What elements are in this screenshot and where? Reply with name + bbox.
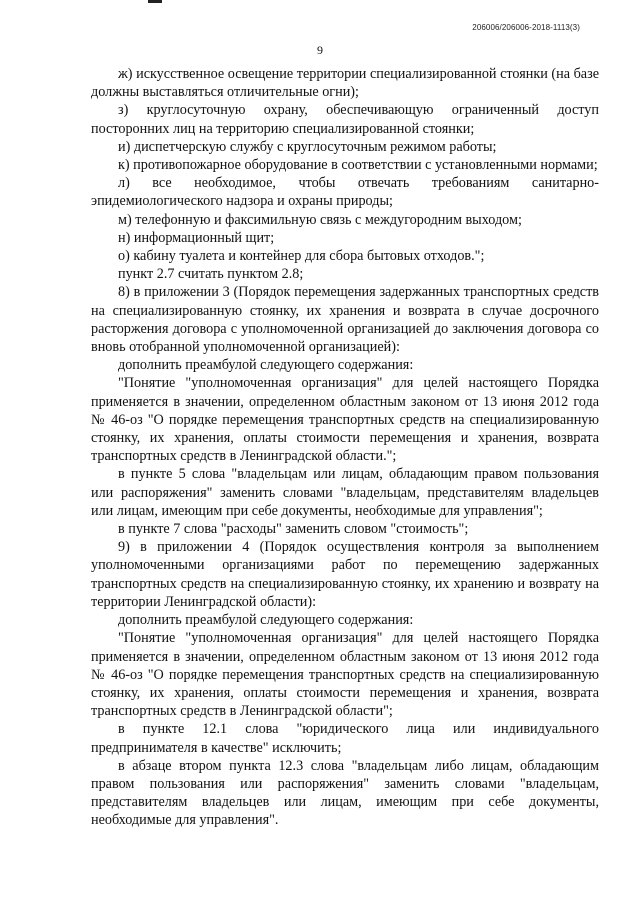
page-number: 9 <box>317 43 323 57</box>
paragraph: в пункте 12.1 слова "юридического лица или индивидуального предпринимателя в качестве" исключить; <box>91 721 599 756</box>
paragraph: в абзаце втором пункта 12.3 слова "владельцам либо лицам, обладающим правом пользования или распоряжения" заменить словами "владельцам, представителям владельцев или лицам, имеющим при себе документы, необходимые для управления". <box>91 757 599 829</box>
paragraph: "Понятие "уполномоченная организация" для целей настоящего Порядка применяется в значении, определенном областным законом от 13 июня 2012 года № 46-оз "О порядке перемещения транспортных средств на специализированную стоянку, их хранения, оплаты стоимости перемещения и хранения, возврата транспортных средств в Ленинградской области."; <box>91 375 599 465</box>
document-id: 206006/206006-2018-1113(3) <box>472 23 580 32</box>
paragraph: л) все необходимое, чтобы отвечать требованиям санитарно-эпидемиологического надзора и охраны природы; <box>91 175 599 210</box>
paragraph: в пункте 7 слова "расходы" заменить словом "стоимость"; <box>118 521 469 538</box>
paragraph: о) кабину туалета и контейнер для сбора бытовых отходов."; <box>118 248 485 265</box>
paragraph: в пункте 5 слова "владельцам или лицам, обладающим правом пользования или распоряжения" заменить словами "владельцам, представителям владельцев или лицам, имеющим при себе документы, необходимые для управления"; <box>91 466 599 519</box>
document-body <box>91 65 599 830</box>
paragraph: к) противопожарное оборудование в соответствии с установленными нормами; <box>118 157 598 174</box>
paragraph: и) диспетчерскую службу с круглосуточным режимом работы; <box>118 138 497 155</box>
paragraph: пункт 2.7 считать пунктом 2.8; <box>118 266 304 283</box>
scan-edge-mark <box>148 0 162 3</box>
paragraph: дополнить преамбулой следующего содержания: <box>118 357 414 374</box>
paragraph: дополнить преамбулой следующего содержания: <box>118 612 414 629</box>
paragraph: ж) искусственное освещение территории специализированной стоянки (на базе должны выставляться отличительные огни); <box>91 66 599 101</box>
paragraph: 9) в приложении 4 (Порядок осуществления контроля за выполнением уполномоченными организациями работ по перемещению задержанных транспортных средств на специализированную стоянку, их хранению и возврату на территории Ленинградской области): <box>91 539 599 610</box>
paragraph: м) телефонную и факсимильную связь с междугородним выходом; <box>118 211 522 228</box>
paragraph: н) информационный щит; <box>118 229 275 246</box>
paragraph: "Понятие "уполномоченная организация" для целей настоящего Порядка применяется в значении, определенном областным законом от 13 июня 2012 года № 46-оз "О порядке перемещения транспортных средств на специализированную стоянку, их хранения, оплаты стоимости перемещения и хранения, возврата транспортных средств в Ленинградской области"; <box>91 630 599 720</box>
paragraph: 8) в приложении 3 (Порядок перемещения задержанных транспортных средств на специализированную стоянку, их хранения и возврата в случае досрочного расторжения договора с уполномоченной организацией до заключения договора со вновь отобранной уполномоченной организацией): <box>91 284 599 356</box>
paragraph: з) круглосуточную охрану, обеспечивающую ограниченный доступ посторонних лиц на территорию специализированной стоянки; <box>91 102 599 137</box>
